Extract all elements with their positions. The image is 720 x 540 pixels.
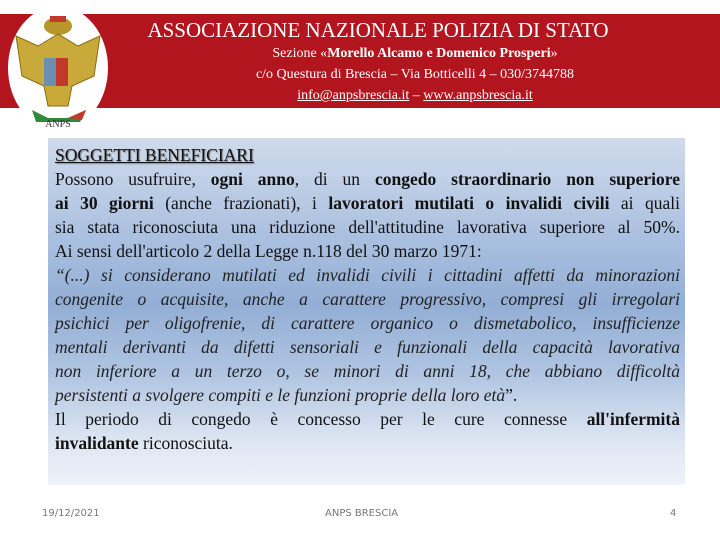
text-segment: congenite o acquisite, anche a carattere progressivo, compresi gli irregolari [55, 289, 680, 309]
text-segment: all'infermità [586, 409, 680, 429]
text-line [55, 360, 680, 382]
text-line [55, 288, 680, 310]
text-line [55, 264, 680, 286]
text-line [55, 168, 680, 190]
text-segment: Ai sensi dell'articolo 2 della Legge n.118 del 30 marzo 1971: [55, 241, 482, 261]
section-suffix: » [550, 46, 558, 61]
website-link[interactable]: www.anpsbrescia.it [423, 88, 533, 103]
text-segment: invalidante [55, 433, 139, 453]
text-segment: SOGGETTI BENEFICIARI [55, 145, 254, 165]
header-address: c/o Questura di Brescia – Via Botticelli 4 – 030/3744788 [255, 67, 575, 82]
text-segment: riconosciuta. [138, 433, 233, 453]
separator: – [409, 88, 424, 103]
text-segment: , di un [294, 169, 375, 189]
text-line [55, 432, 680, 454]
section-heading [55, 144, 680, 166]
text-line [55, 216, 680, 238]
text-segment: mentali derivanti da difetti sensoriali e funzionali della capacità lavorativa [55, 337, 680, 357]
text-line [55, 192, 680, 214]
anps-logo [8, 6, 108, 130]
text-segment: congedo straordinario non superiore [374, 169, 680, 189]
svg-text:ANPS: ANPS [45, 119, 71, 130]
section-prefix: Sezione « [272, 46, 328, 61]
text-segment: sia stata riconosciuta una riduzione dell'attitudine lavorativa superiore al 50%. [55, 217, 680, 237]
text-segment: (anche frazionati), i [153, 193, 329, 213]
text-line [55, 336, 680, 358]
header-contacts [110, 88, 720, 104]
text-segment: Possono usufruire, [55, 169, 211, 189]
text-line [55, 312, 680, 334]
header-title: ASSOCIAZIONE NAZIONALE POLIZIA DI STATO [147, 18, 609, 42]
text-line [55, 240, 680, 262]
text-line [55, 384, 680, 406]
text-segment: “(...) si considerano mutilati ed invalidi civili i cittadini affetti da minorazioni [55, 265, 680, 285]
text-segment: ai 30 giorni [55, 193, 154, 213]
text-segment: ”. [505, 385, 518, 405]
section-name: Morello Alcamo e Domenico Prosperi [327, 46, 551, 61]
footer-page-number: 4 [670, 508, 677, 519]
text-segment: ogni anno [210, 169, 295, 189]
text-segment: Il periodo di congedo è concesso per le cure connesse [55, 409, 587, 429]
text-segment: ai quali [609, 193, 680, 213]
footer-center: ANPS BRESCIA [325, 508, 399, 519]
header-section [110, 46, 720, 62]
text-segment: psichici per oligofrenie, di carattere organico o dismetabolico, insufficienze [55, 313, 680, 333]
text-line [55, 408, 680, 430]
text-segment: non inferiore a un terzo o, se minori di anni 18, che abbiano difficoltà [55, 361, 680, 381]
text-segment: persistenti a svolgere compiti e le funzioni proprie della loro età [55, 385, 506, 405]
footer-date: 19/12/2021 [42, 508, 100, 519]
email-link[interactable]: info@anpsbrescia.it [297, 88, 410, 103]
text-segment: lavoratori mutilati o invalidi civili [328, 193, 610, 213]
